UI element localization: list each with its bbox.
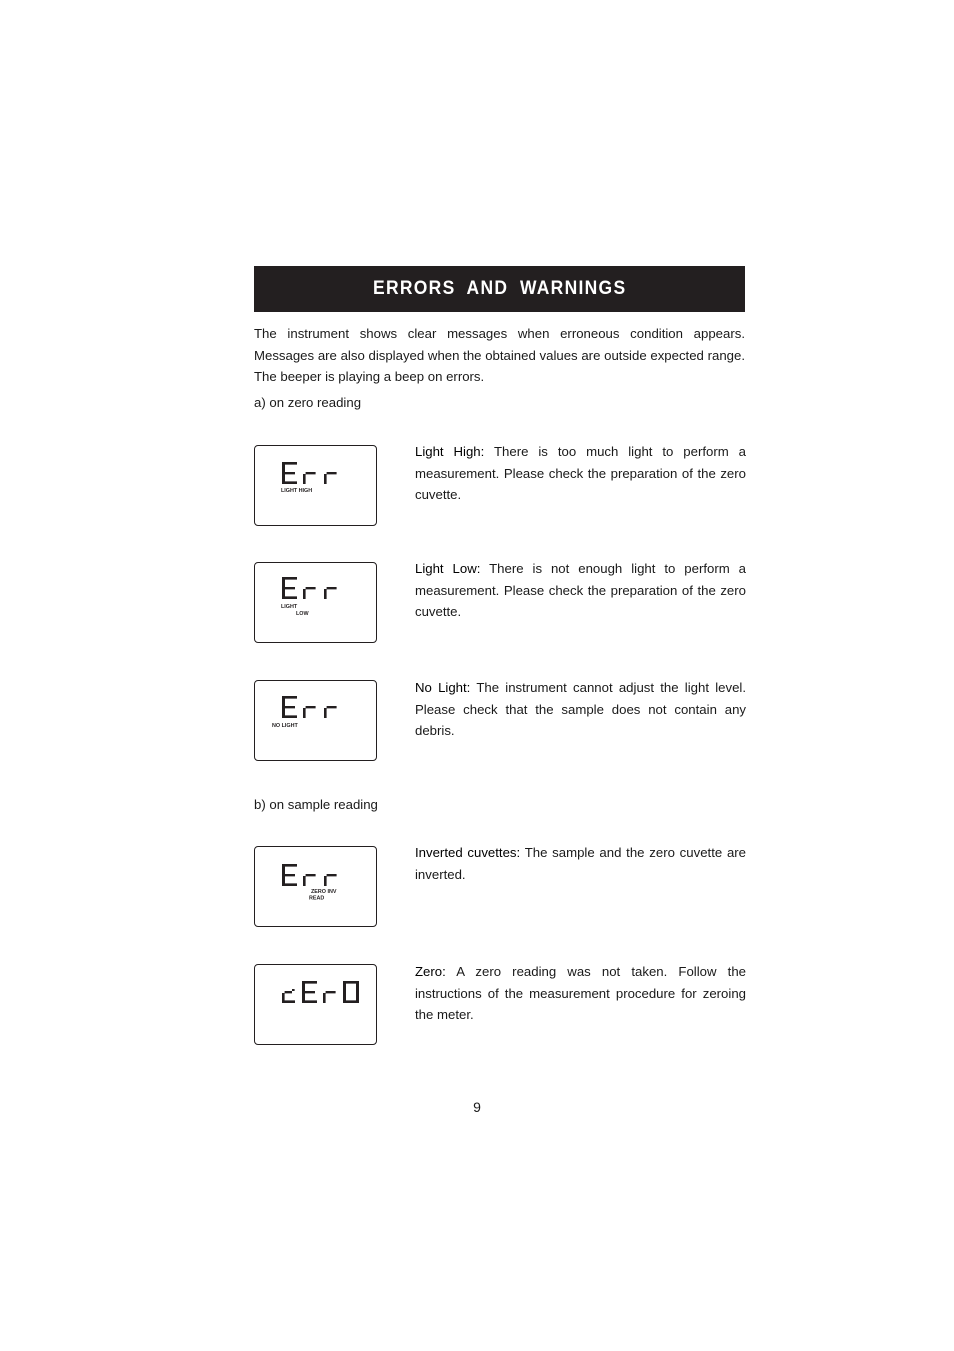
light-low-text: There is not enough light to perform a measurement. Please check the preparation of the zero cuvette. bbox=[415, 561, 746, 619]
no-light-text: The instrument cannot adjust the light level. Please check that the sample does not contain any debris. bbox=[415, 680, 746, 738]
section-title: ERRORS AND WARNINGS bbox=[372, 278, 627, 299]
zero-title: Zero: bbox=[415, 964, 446, 979]
no-light-title: No Light: bbox=[415, 680, 471, 695]
lcd-err-glyphs bbox=[255, 681, 378, 762]
indicator-light-high: LIGHT HIGH bbox=[281, 488, 313, 494]
indicator-read: READ bbox=[309, 895, 325, 902]
page-number: 9 bbox=[473, 1099, 481, 1115]
light-high-text: There is too much light to perform a measurement. Please check the preparation of the zero cuvette. bbox=[415, 444, 746, 502]
zero-description bbox=[415, 961, 746, 1026]
indicator-low: LOW bbox=[296, 611, 309, 617]
lcd-err-glyphs bbox=[255, 446, 378, 527]
sample-reading-heading: b) on sample reading bbox=[254, 797, 378, 812]
section-title-banner bbox=[254, 266, 745, 312]
lcd-err-glyphs bbox=[255, 847, 378, 928]
inverted-text: The sample and the zero cuvette are inverted. bbox=[415, 845, 747, 882]
zero-reading-heading: a) on zero reading bbox=[254, 395, 362, 410]
lcd-display-light-low bbox=[254, 562, 377, 643]
inverted-description bbox=[415, 842, 746, 885]
light-low-title: Light Low: bbox=[415, 561, 481, 576]
lcd-display-inverted bbox=[254, 846, 377, 927]
light-high-description bbox=[415, 441, 746, 506]
indicator-no-light: NO LIGHT bbox=[272, 723, 298, 729]
zero-text: A zero reading was not taken. Follow the instructions of the measurement procedure for zeroing the meter. bbox=[415, 964, 746, 1022]
indicator-light: LIGHT bbox=[281, 604, 298, 610]
light-high-title: Light High: bbox=[415, 444, 485, 459]
lcd-display-no-light bbox=[254, 680, 377, 761]
light-low-description bbox=[415, 558, 746, 623]
indicator-zero-inv: ZERO INV bbox=[311, 889, 337, 895]
inverted-title: Inverted cuvettes: bbox=[415, 845, 521, 860]
no-light-description bbox=[415, 677, 746, 742]
lcd-zero-glyphs bbox=[255, 965, 378, 1046]
intro-paragraph: The instrument shows clear messages when erroneous condition appears. Messages are also displayed when the obtained values are outside expected range. The beeper is playing a beep on errors. bbox=[254, 326, 745, 384]
lcd-display-light-high bbox=[254, 445, 377, 526]
lcd-display-zero bbox=[254, 964, 377, 1045]
lcd-err-glyphs bbox=[255, 563, 378, 644]
